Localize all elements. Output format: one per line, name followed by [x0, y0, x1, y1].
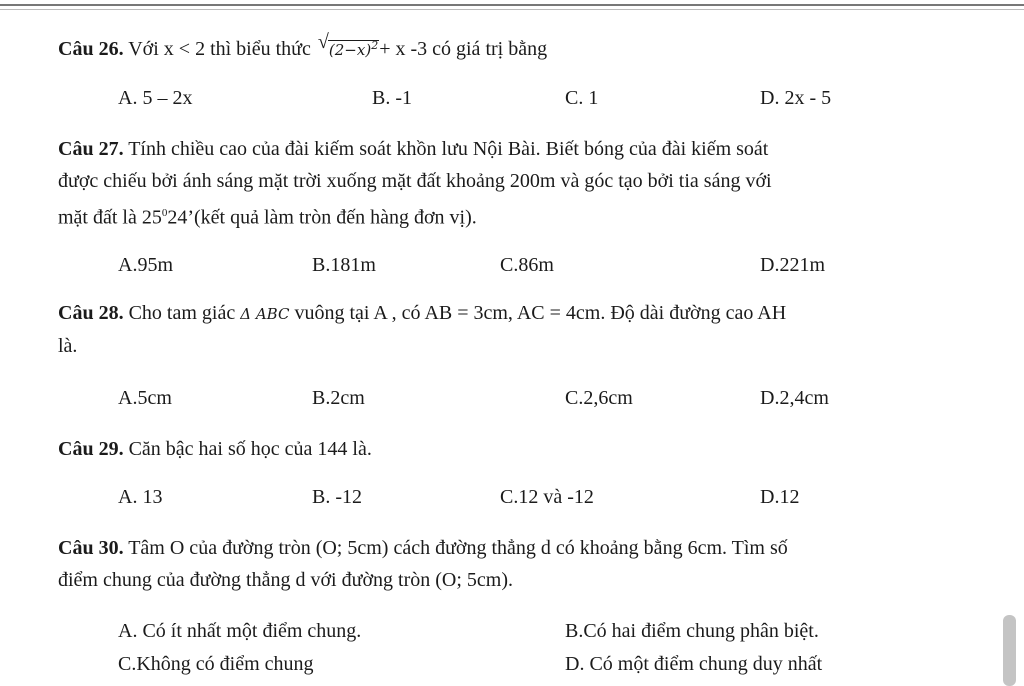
radicand: $(2-x)^2$: [328, 39, 379, 59]
question-26: [58, 30, 547, 66]
top-border: [0, 4, 1024, 6]
q27-option-b[interactable]: B.181m: [312, 254, 376, 276]
q26-option-d[interactable]: D. 2x - 5: [760, 87, 832, 109]
question-29: [58, 433, 372, 465]
question-27-label: Câu 27.: [58, 138, 124, 160]
question-26-text-after: + x -3 có giá trị bằng: [379, 38, 548, 60]
scrollbar-thumb[interactable]: [1003, 615, 1016, 686]
q30-option-c[interactable]: C.Không có điểm chung: [118, 653, 314, 675]
question-30-line2: điểm chung của đường thẳng d với đường tròn (O; 5cm).: [58, 569, 513, 591]
q29-option-d[interactable]: D.12: [760, 486, 800, 508]
q29-option-a[interactable]: A. 13: [118, 486, 163, 508]
q26-option-b[interactable]: B. -1: [372, 87, 412, 109]
q27-option-d[interactable]: D.221m: [760, 254, 825, 276]
q26-option-c[interactable]: C. 1: [565, 87, 599, 109]
triangle-abc: Δ ABC: [240, 305, 290, 323]
sqrt-expression: [318, 30, 379, 66]
q28-option-a[interactable]: A.5cm: [118, 387, 172, 409]
question-30-line1: Tâm O của đường tròn (O; 5cm) cách đường thẳng d có khoảng bằng 6cm. Tìm số: [123, 537, 788, 559]
question-28-label: Câu 28.: [58, 302, 124, 324]
question-29-label: Câu 29.: [58, 438, 124, 460]
question-29-text: Căn bậc hai số học của 144 là.: [123, 438, 372, 460]
q30-option-a[interactable]: A. Có ít nhất một điểm chung.: [118, 620, 362, 642]
question-30-label: Câu 30.: [58, 537, 124, 559]
question-28-text-a: Cho tam giác: [123, 302, 241, 324]
question-27-line1: Tính chiều cao của đài kiếm soát khồn lưu Nội Bài. Biết bóng của đài kiếm soát: [123, 138, 769, 160]
question-28-text-b: vuông tại A , có AB = 3cm, AC = 4cm. Độ dài đường cao AH: [289, 302, 787, 324]
q27-option-c[interactable]: C.86m: [500, 254, 554, 276]
degree-mark: 0: [161, 207, 168, 219]
question-28-line2: là.: [58, 335, 78, 357]
q30-option-d[interactable]: D. Có một điểm chung duy nhất: [565, 653, 823, 675]
question-26-label: Câu 26.: [58, 38, 124, 60]
question-26-text-before: Với x < 2 thì biểu thức: [123, 38, 316, 60]
q27-option-a[interactable]: A.95m: [118, 254, 173, 276]
question-27: [58, 133, 978, 234]
top-border-secondary: [0, 9, 1024, 10]
question-30: [58, 532, 978, 596]
q29-option-b[interactable]: B. -12: [312, 486, 362, 508]
sqrt-icon: √: [317, 31, 329, 53]
q30-option-b[interactable]: B.Có hai điểm chung phân biệt.: [565, 620, 819, 642]
q28-option-c[interactable]: C.2,6cm: [565, 387, 633, 409]
q28-option-d[interactable]: D.2,4cm: [760, 387, 829, 409]
question-27-line3b: 24’(kết quả làm tròn đến hàng đơn vị).: [167, 206, 477, 229]
q29-option-c[interactable]: C.12 và -12: [500, 486, 594, 508]
q28-option-b[interactable]: B.2cm: [312, 387, 365, 409]
question-28: [58, 297, 978, 362]
question-27-line2: được chiếu bởi ánh sáng mặt trời xuống mặt đất khoảng 200m và góc tạo bởi tia sáng với: [58, 170, 772, 192]
q26-option-a[interactable]: A. 5 – 2x: [118, 87, 193, 109]
question-27-line3a: mặt đất là 25: [58, 206, 162, 229]
